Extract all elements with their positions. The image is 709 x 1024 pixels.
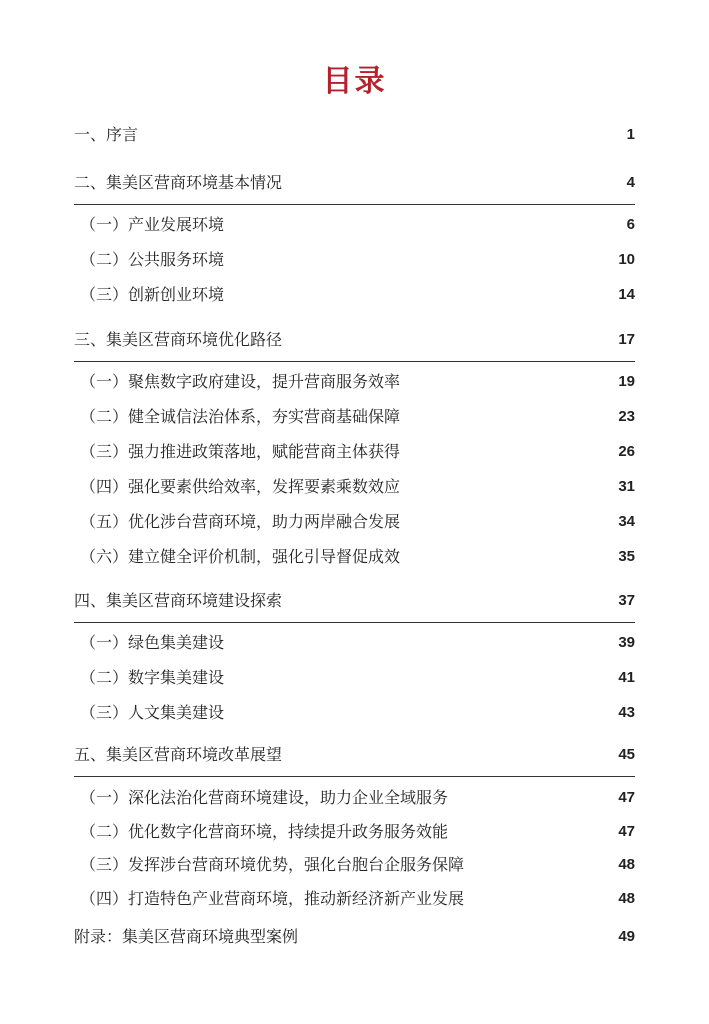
toc-entry-section-4[interactable] [74, 587, 635, 615]
toc-entry-page: 49 [618, 928, 635, 945]
toc-entry-page: 23 [618, 408, 635, 425]
toc-entry-label: （三）强力推进政策落地，赋能营商主体获得 [80, 442, 401, 461]
toc-entry-preface[interactable] [74, 121, 635, 149]
toc-entry-section-3[interactable] [74, 326, 635, 354]
toc-entry-page: 6 [626, 216, 635, 233]
toc-entry-page: 37 [618, 592, 635, 609]
toc-entry-label: （三）人文集美建设 [80, 703, 225, 722]
toc-entry-subsection[interactable] [74, 629, 635, 657]
toc-entry-subsection[interactable] [74, 818, 635, 846]
toc-entry-section-5[interactable] [74, 741, 635, 769]
toc-entry-subsection[interactable] [74, 885, 635, 913]
toc-entry-label: （六）建立健全评价机制，强化引导督促成效 [80, 547, 401, 566]
toc-entry-page: 4 [626, 174, 635, 191]
toc-entry-page: 34 [618, 513, 635, 530]
toc-entry-label: 附录：集美区营商环境典型案例 [74, 927, 299, 946]
toc-entry-label: （二）公共服务环境 [80, 250, 225, 269]
toc-entry-label: （一）聚焦数字政府建设，提升营商服务效率 [80, 372, 401, 391]
toc-entry-page: 48 [618, 890, 635, 907]
toc-entry-subsection[interactable] [74, 664, 635, 692]
toc-entry-label: （三）创新创业环境 [80, 285, 225, 304]
toc-entry-label: （二）数字集美建设 [80, 668, 225, 687]
toc-entry-subsection[interactable] [74, 508, 635, 536]
toc-entry-label: 三、集美区营商环境优化路径 [74, 330, 283, 349]
toc-entry-page: 43 [618, 704, 635, 721]
toc-entry-page: 45 [618, 746, 635, 763]
toc-entry-subsection[interactable] [74, 473, 635, 501]
toc-title: 目录 [322, 64, 387, 99]
toc-entry-label: （一）产业发展环境 [80, 215, 225, 234]
toc-entry-page: 47 [618, 823, 635, 840]
toc-entry-section-2[interactable] [74, 169, 635, 197]
toc-entry-subsection[interactable] [74, 211, 635, 239]
toc-entry-label: 一、序言 [74, 125, 139, 144]
toc-entry-label: （一）深化法治化营商环境建设，助力企业全域服务 [80, 788, 449, 807]
toc-entry-page: 31 [618, 478, 635, 495]
toc-entry-label: （三）发挥涉台营商环境优势，强化台胞台企服务保障 [80, 855, 465, 874]
toc-entry-label: （一）绿色集美建设 [80, 633, 225, 652]
toc-entry-label: （二）健全诚信法治体系，夯实营商基础保障 [80, 407, 401, 426]
toc-entry-page: 1 [626, 126, 635, 143]
toc-entry-subsection[interactable] [74, 784, 635, 812]
toc-entry-page: 17 [618, 331, 635, 348]
toc-entry-subsection[interactable] [74, 699, 635, 727]
toc-entry-page: 39 [618, 634, 635, 651]
toc-entry-page: 19 [618, 373, 635, 390]
toc-entry-label: （四）强化要素供给效率，发挥要素乘数效应 [80, 477, 401, 496]
toc-entry-page: 35 [618, 548, 635, 565]
section-divider [74, 361, 635, 362]
toc-entry-subsection[interactable] [74, 281, 635, 309]
toc-entry-page: 10 [618, 251, 635, 268]
toc-entry-label: 二、集美区营商环境基本情况 [74, 173, 283, 192]
toc-entry-page: 26 [618, 443, 635, 460]
toc-entry-appendix[interactable] [74, 923, 635, 951]
toc-entry-label: 五、集美区营商环境改革展望 [74, 745, 283, 764]
toc-entry-label: （二）优化数字化营商环境，持续提升政务服务效能 [80, 822, 449, 841]
section-divider [74, 204, 635, 205]
toc-entry-label: 四、集美区营商环境建设探索 [74, 591, 283, 610]
toc-entry-label: （四）打造特色产业营商环境，推动新经济新产业发展 [80, 889, 465, 908]
toc-entry-subsection[interactable] [74, 851, 635, 879]
toc-entry-label: （五）优化涉台营商环境，助力两岸融合发展 [80, 512, 401, 531]
toc-entry-subsection[interactable] [74, 246, 635, 274]
toc-entry-subsection[interactable] [74, 403, 635, 431]
toc-entry-subsection[interactable] [74, 368, 635, 396]
toc-entry-page: 48 [618, 856, 635, 873]
section-divider [74, 622, 635, 623]
toc-entry-subsection[interactable] [74, 543, 635, 571]
toc-entry-page: 41 [618, 669, 635, 686]
toc-entry-subsection[interactable] [74, 438, 635, 466]
toc-entry-page: 14 [618, 286, 635, 303]
section-divider [74, 776, 635, 777]
toc-entry-page: 47 [618, 789, 635, 806]
